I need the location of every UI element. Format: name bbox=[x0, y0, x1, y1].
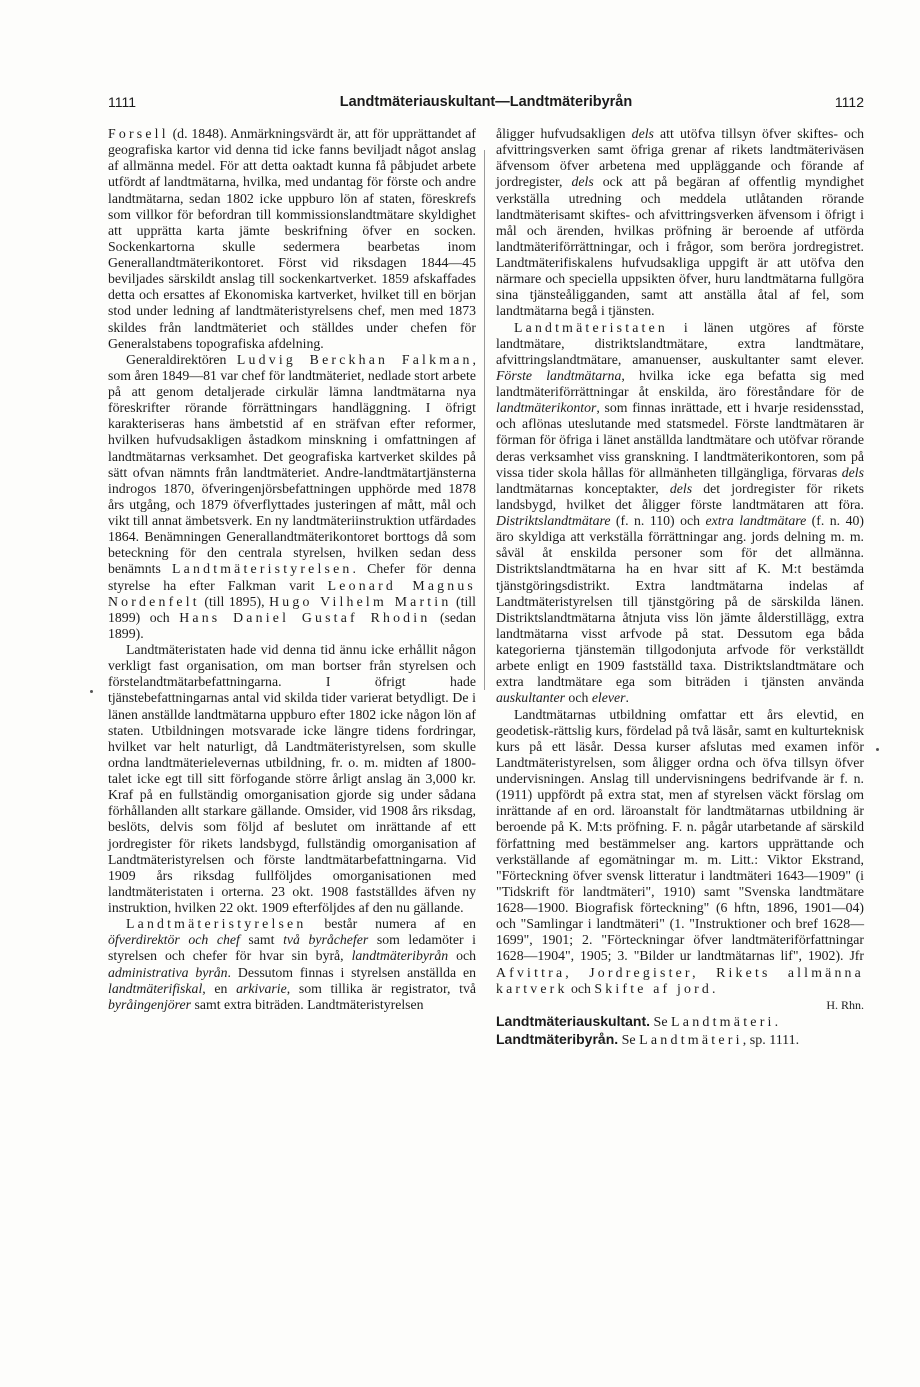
text-run: , som åren 1849—81 var chef för landtmäteriet, nedlade stort arbete på att genom detaljerade cirkulär lämna landtmätarna nya föreskrifter rörande förrättningars handläggning. I öfrigt karakteriseras hans ämbetstid af en sträfvan efter reformer, hvilken hufvudsakligen åstadkom minskning i omfattningen af landtmätarnas verksamhet. Det geografiska kartverket skildes på sätt ofvan nämnts från landtmäteriet. Andre-landtmätartjänsterna indrogos 1870, öfveringenjörsbefattningen upphörde med 1878 års utgång, och 1879 öfverflyttades justeringen af mått, mål och vikt till annat ämbetsverk. En ny landtmäteriinstruktion utfärdades 1864. Benämningen Generallandtmäterikontoret borttogs då som beteckning för den centrala styrelsen, hvilken sedan dess benämnts bbox=[108, 351, 476, 577]
entry-headword: Landtmäteribyrån. bbox=[496, 1031, 619, 1047]
margin-speck bbox=[90, 690, 93, 693]
article-paragraph bbox=[108, 916, 476, 1013]
italic-term: landtmäterifiskal bbox=[108, 980, 203, 996]
italic-term: landtmäteribyrån bbox=[351, 948, 449, 964]
italic-term: administrativa byrån bbox=[108, 964, 228, 980]
spaced-name: Leonard Magnus Nordenfelt bbox=[108, 577, 477, 609]
spaced-name: Hugo Vilhelm Martin bbox=[269, 593, 452, 609]
text-run: Generaldirektören bbox=[126, 351, 237, 367]
italic-term: dels bbox=[631, 126, 654, 141]
text-run: landtmätarnas konceptakter, bbox=[496, 480, 670, 496]
text-run: . Dessutom finnas i styrelsen anställda en bbox=[227, 964, 476, 980]
text-run: åligger hufvudsakligen bbox=[496, 126, 632, 141]
page-number-left: 1111 bbox=[108, 94, 137, 110]
left-column bbox=[108, 126, 476, 1013]
text-run: (sedan 1899). bbox=[108, 609, 476, 641]
italic-term: Förste landtmätarna bbox=[496, 367, 622, 383]
text-run: (f. n. 110) och bbox=[610, 513, 706, 528]
article-paragraph bbox=[496, 707, 864, 997]
text-run: , en bbox=[202, 980, 237, 996]
article-paragraph bbox=[108, 126, 476, 352]
text-run: (till 1895), bbox=[199, 593, 270, 609]
spaced-name: Ludvig Berckhan Falkman bbox=[236, 351, 473, 367]
right-column bbox=[496, 126, 864, 1049]
entry-see: Se bbox=[618, 1033, 640, 1048]
author-signature: H. Rhn. bbox=[826, 997, 864, 1012]
italic-term: dels bbox=[669, 480, 693, 496]
text-run: det jordregister för rikets landsbygd, hvilket det åligger förste landtmätaren att föra. bbox=[496, 480, 864, 512]
text-run: och bbox=[567, 980, 595, 996]
text-run: , som finnas inrättade, ett i hvarje residensstad, och aflönas uteslutande med statsmedel. Förste landtmätaren är förman för öfriga i länet anställda landtmätare och utöfvar rörande deras verksamhet viss granskning. I landtmäterikontoren, som på vissa tider skola hållas för allmänheten tillgängliga, förvaras bbox=[496, 400, 864, 480]
entry-reference: Landtmäteri bbox=[671, 1014, 775, 1030]
article-paragraph bbox=[496, 126, 864, 320]
entry-suffix: . bbox=[774, 1014, 779, 1030]
cross-reference-entry bbox=[496, 1031, 864, 1049]
page-header bbox=[108, 94, 864, 118]
entry-headword: Landtmäteriauskultant. bbox=[496, 1012, 651, 1029]
italic-term: öfverdirektör och chef bbox=[108, 932, 240, 948]
text-run: samt extra biträden. Landtmäteristyrelsen bbox=[191, 996, 424, 1012]
text-run: ock att på begäran af offentlig myndighet verkställa utredning och meddela utlåtanden rörande landtmäterisamt skiftes- och afvittringsverken äfvensom i öfrigt i mål och ärenden, hvilkas pröfning är beroende af utförda landtmäteriförrättningar, och i frågor, som beröra jordregistret. Landtmäterifiskalens hufvudsakliga uppgift är att utöfva den närmare och speciella uppsikten öfver, huru landtmätarna fullgöra sina tjänsteåligganden, samt att anställa åtal af fel, som landtmätarna begå i tjänsten. bbox=[496, 174, 864, 319]
text-run: . bbox=[712, 980, 716, 996]
spaced-name: Landtmäteristaten bbox=[514, 319, 669, 335]
spaced-name: Skifte af jord bbox=[594, 980, 713, 996]
spaced-name: Afvittra, Jordregister, Rikets allmänna kartverk bbox=[496, 964, 864, 996]
column-divider bbox=[484, 150, 485, 690]
italic-term: elever bbox=[591, 690, 626, 706]
text-run: och bbox=[448, 948, 476, 964]
italic-term: byråingenjörer bbox=[108, 996, 192, 1012]
article-paragraph bbox=[108, 352, 476, 642]
spaced-name: Forsell bbox=[108, 126, 169, 141]
text-run: (f. n. 40) äro skyldiga att verkställa förrättningar ang. jords delning m. m. såväl åt enskilda personer som för det allmänna. Distriktslandtmätarna ha en hvar sitt af K. M:t bestämda tjänstgöringsdistrikt. Extra landtmätarna indelas af Landtmäteristyrelsen till tjänstgöring på de särskilda länen. Distriktslandtmätarna åtnjuta viss lön jämte ålderstillägg, extra landtmätarna visst arfvode på stat. Dessutom ega båda kategorierna tjänstemän tillgodonjuta arfvode för verkställdt arbete enligt en 1909 fastställd taxa. Distriktslandtmätare och extra landtmätare ega som biträden i tjänsten använda bbox=[496, 513, 864, 690]
text-run: att utöfva tillsyn öfver skiftes- och afvittringsverken samt öfriga grenar af rikets landtmäteriväsen äfvensom öfver arbetena med uppläggande och förande af jordregister, bbox=[496, 126, 864, 190]
right-column-body bbox=[496, 126, 864, 997]
article-paragraph bbox=[108, 642, 476, 916]
italic-term: auskultanter bbox=[496, 690, 565, 706]
text-run: i länen utgöres af förste landtmätare, distriktslandtmätare, extra landtmätare, afvittringslandtmätare, amanuenser, auskultanter samt elever. bbox=[496, 319, 864, 367]
text-run: som ledamöter i styrelsen och chefer för hvar sin byrå, bbox=[108, 932, 476, 964]
page-number-right: 1112 bbox=[834, 94, 864, 110]
entry-see: Se bbox=[650, 1014, 672, 1030]
text-run: Landtmäteristaten hade vid denna tid ännu icke erhållit någon verkligt fast organisation, om man bortser från styrelsen och förstelandtmätarbefattningarna. I öfrigt hade tjänstebefattningarnas antal vid skilda tider varierat betydligt. De i länen anställde landtmätarna uppburo efter 1802 icke någon lön af staten. Utbildningen motsvarade icke längre tidens fordringar, hvilket var helt naturligt, då Landtmäteristyrelsen, som skulle ordna landtmäterielevernas utbildning, fr. o. m. midten af 1800-talet icke egt till sitt förfogande större årligt anslag än 3,000 kr. Kraf på en fullständig omorganisation gjorde sig under sådana förhållanden allt starkare gällande. Omsider, vid 1908 års riksdag, beslöts, delvis som följd af beslutet om inrättande af ett jordregister för rikets landsbygd, fullständig omorganisation af Landtmäteristyrelsen och förste landtmätarbefattningarna. Vid 1909 års riksdag fullföljdes omorganisationen med landtmäteristaten i orterna. 23 okt. 1908 fastställdes äfven ny instruktion, hvilken 22 okt. 1909 efterföljdes af den nu gällande. bbox=[108, 642, 476, 915]
text-run: (till 1899) och bbox=[108, 593, 476, 625]
text-run: och bbox=[564, 690, 592, 706]
text-run: (d. 1848). Anmärkningsvärdt är, att för upprättandet af geografiska kartor vid denna tid icke fanns beviljadt något anslag af allmänna medel. För att detta oaktadt kunna få påbjudet arbete utfördt af landtmätarna, hvilka, med undantag för förste och andre landtmätarna, sedan 1802 icke uppburo lön af staten, föreskrefs som villkor för befordran till kommissionslandtmätare skyldighet att upprätta karta jämte beskrifning öfver en socken. Sockenkartorna skulle sedermera bearbetas inom Generallandtmäterikontoret. Först vid riksdagen 1844—45 beviljades särskildt anslag till sockenkartverket. 1859 afskaffades detta och ersattes af Ekonomiska kartverket, hvilket till en början stod under ledning af landtmäteristyrelsens chef, men med 1873 skildes från landtmäteriet och ställdes under chefen för Generalstabens topografiska afdelning. bbox=[108, 126, 476, 351]
text-run: samt bbox=[239, 932, 284, 948]
italic-term: två byråchefer bbox=[283, 932, 369, 948]
italic-term: Distriktslandtmätare bbox=[496, 513, 611, 528]
spaced-name: Landtmäteristyrelsen bbox=[172, 561, 353, 577]
italic-term: dels bbox=[571, 174, 594, 190]
article-paragraph bbox=[496, 320, 864, 707]
italic-term: extra landtmätare bbox=[705, 513, 807, 528]
text-run: , hvilka icke ega befatta sig med landtmäteriförrättningar åt enskilda, äro föreståndare för de bbox=[496, 367, 865, 399]
italic-term: landtmäterikontor bbox=[496, 400, 597, 416]
italic-term: dels bbox=[841, 464, 864, 480]
text-run: . bbox=[625, 690, 629, 706]
spaced-name: Landtmäteristyrelsen bbox=[126, 916, 307, 932]
spaced-name: Hans Daniel Gustaf Rhodin bbox=[179, 609, 431, 625]
running-title: Landtmäteriauskultant—Landtmäteribyrån bbox=[339, 94, 633, 110]
text-run: . Chefer för denna styrelse ha efter Falkman varit bbox=[108, 561, 477, 593]
margin-speck bbox=[876, 748, 879, 751]
entry-reference: Landtmäteri bbox=[639, 1033, 743, 1048]
italic-term: arkivarie bbox=[236, 980, 287, 996]
cross-reference-entry bbox=[496, 1013, 864, 1031]
cross-reference-entries bbox=[496, 1013, 864, 1049]
text-run: Landtmätarnas utbildning omfattar ett års elevtid, en geodetisk-rättslig kurs, fördelad på två läsår, samt en kulturteknisk kurs på ett läsår. Dessa kurser afslutas med examen inför Landtmäteristyrelsen, som åligger ordna och öfva tillsyn öfver undervisningen. Anslag till undervisningens bedrifvande är f. n. (1911) uppfördt på extra stat, men af styrelsen väckt förslag om inrättande af en ord. läroanstalt för landtmätarnas utbildning är beroende på K. M:ts pröfning. F. n. pågår utarbetande af särskild författning med bestämmelser ang. kartors upprättande och verkställande af egomätningar m. m. Litt.: Viktor Ekstrand, "Förteckning öfver svensk litteratur i landtmäteri 1643—1909" (i "Tidskrift för landtmäteri", 1910) samt "Svenska landtmätare 1628—1900. Biografisk förteckning" (6 hftn, 1896, 1901—04) och "Samlingar i landtmäteri" (1. "Instruktioner och bref 1628—1699", 1901; 2. "Förteckningar öfver landtmäteriförfattningar 1628—1904", 1905; 3. "Bilder ur landtmätarnas lif", 1902). Jfr bbox=[496, 706, 864, 964]
text-run: , som tillika är registrator, två bbox=[286, 980, 476, 996]
entry-suffix: , sp. 1111. bbox=[742, 1033, 800, 1048]
text-run: består numera af en bbox=[306, 916, 476, 932]
